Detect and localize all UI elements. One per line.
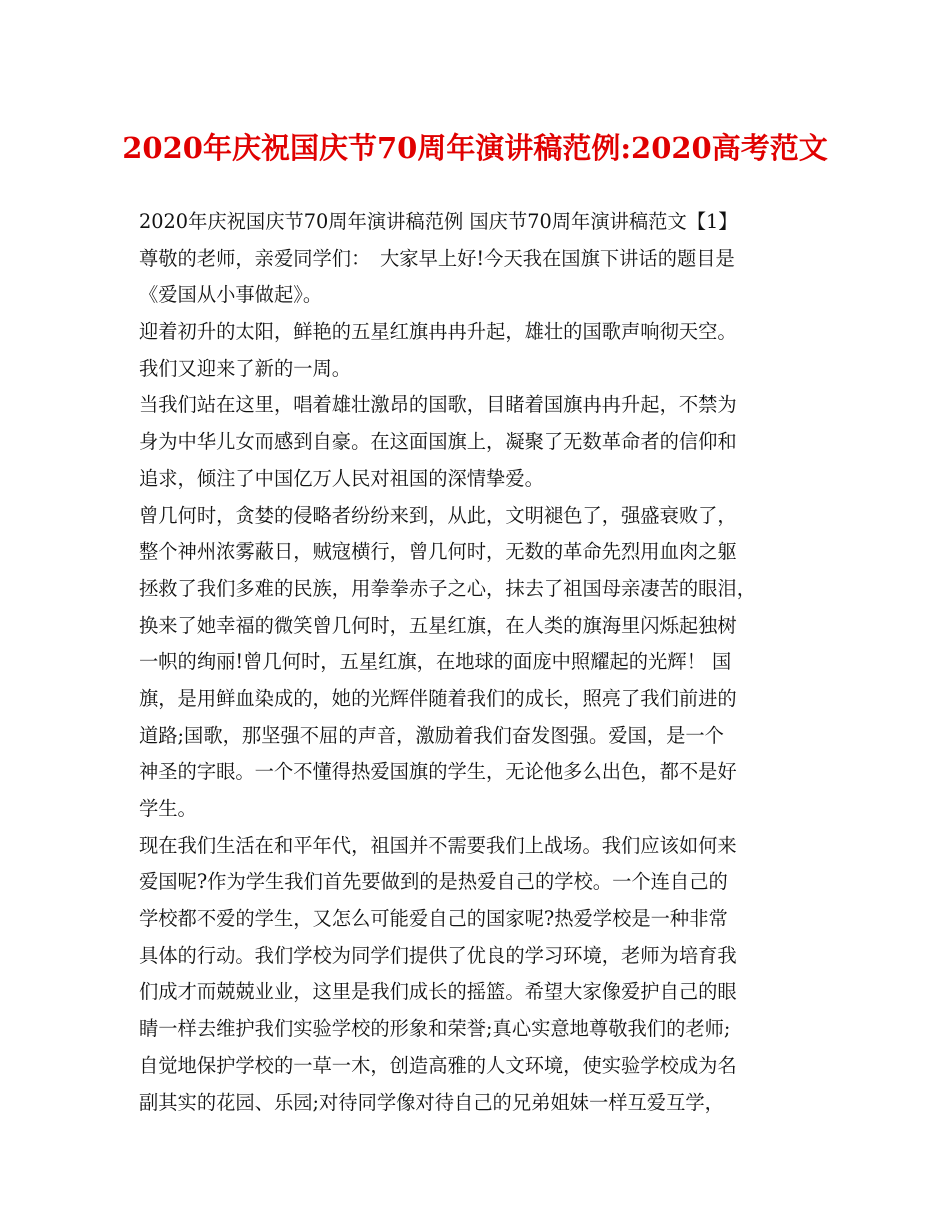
document-title: 2020年庆祝国庆节70周年演讲稿范例:2020高考范文 (122, 131, 828, 165)
body-line: 爱国呢?作为学生我们首先要做到的是热爱自己的学校。一个连自己的 (139, 870, 728, 894)
body-line: 神圣的字眼。一个不懂得热爱国旗的学生，无论他多么出色，都不是好 (139, 760, 737, 784)
body-line: 学生。 (139, 797, 197, 820)
body-line: 道路;国歌，那坚强不屈的声音，激励着我们奋发图强。爱国，是一个 (139, 723, 724, 747)
body-line: 一帜的绚丽!曾几何时，五星红旗，在地球的面庞中照耀起的光辉！ 国 (139, 650, 732, 674)
body-line: 追求，倾注了中国亿万人民对祖国的深情挚爱。 (139, 466, 544, 490)
body-line: 现在我们生活在和平年代，祖国并不需要我们上战场。我们应该如何来 (139, 833, 737, 857)
body-line: 2020年庆祝国庆节70周年演讲稿范例 国庆节70周年演讲稿范文【1】 (139, 210, 738, 233)
body-line: 拯救了我们多难的民族，用拳拳赤子之心，抹去了祖国母亲凄苦的眼泪， (139, 576, 756, 600)
body-line: 们成才而兢兢业业，这里是我们成长的摇篮。希望大家像爱护自己的眼 (139, 980, 737, 1004)
body-line: 换来了她幸福的微笑曾几何时，五星红旗，在人类的旗海里闪烁起独树 (139, 613, 737, 637)
body-line: 旗，是用鲜血染成的，她的光辉伴随着我们的成长，照亮了我们前进的 (139, 686, 737, 710)
body-line: 《爱国从小事做起》。 (139, 283, 323, 307)
body-line: 具体的行动。我们学校为同学们提供了优良的学习环境，老师为培育我 (139, 943, 737, 967)
body-line: 迎着初升的太阳，鲜艳的五星红旗冉冉升起，雄壮的国歌声响彻天空。 (139, 320, 737, 344)
body-line: 睛一样去维护我们实验学校的形象和荣誉;真心实意地尊敬我们的老师; (139, 1017, 731, 1041)
body-line: 副其实的花园、乐园;对待同学像对待自己的兄弟姐妹一样互爱互学， (139, 1090, 724, 1114)
body-line: 自觉地保护学校的一草一木，创造高雅的人文环境，使实验学校成为名 (139, 1053, 737, 1077)
body-line: 学校都不爱的学生，又怎么可能爱自己的国家呢?热爱学校是一种非常 (139, 907, 728, 931)
body-line: 当我们站在这里，唱着雄壮激昂的国歌，目睹着国旗冉冉升起，不禁为 (139, 393, 737, 417)
body-line: 整个神州浓雾蔽日，贼寇横行，曾几何时，无数的革命先烈用血肉之躯 (139, 540, 737, 564)
body-line: 曾几何时，贪婪的侵略者纷纷来到，从此，文明褪色了，强盛衰败了， (139, 503, 737, 527)
body-line: 身为中华儿女而感到自豪。在这面国旗上，凝聚了无数革命者的信仰和 (139, 430, 737, 454)
body-line: 我们又迎来了新的一周。 (139, 356, 352, 380)
document-body (139, 204, 819, 1121)
body-line: 尊敬的老师，亲爱同学们： 大家早上好!今天我在国旗下讲话的题目是 (139, 246, 735, 270)
